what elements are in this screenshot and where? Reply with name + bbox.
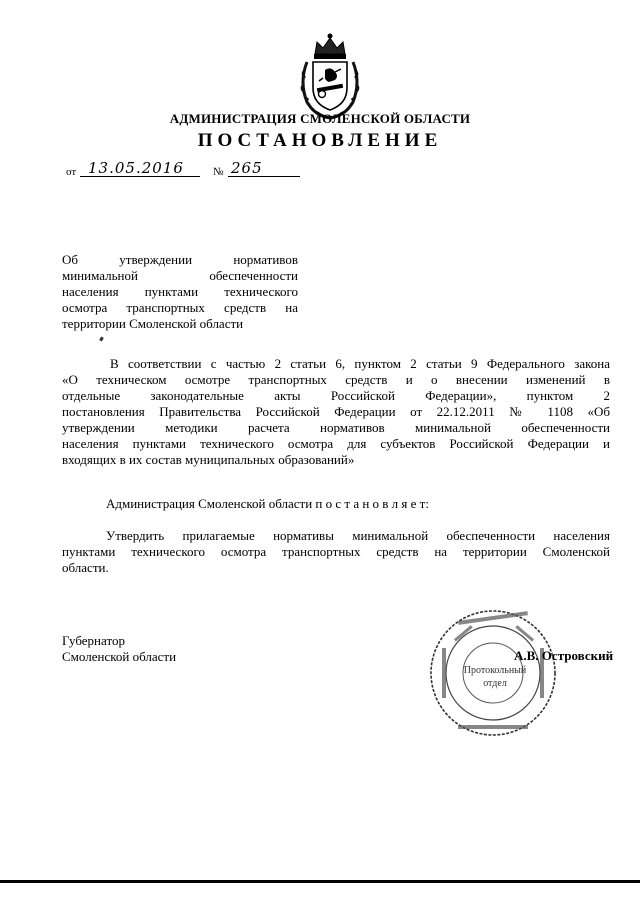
resolution-subject: Администрация Смоленской области (106, 496, 313, 511)
paragraph-line: пунктами технического осмотра транспортных средств на территории Смоленской (62, 544, 610, 559)
agency-name: АДМИНИСТРАЦИЯ СМОЛЕНСКОЙ ОБЛАСТИ (169, 111, 471, 126)
document-subject (62, 252, 298, 332)
pen-mark (99, 337, 104, 342)
stamp-line: Протокольный (463, 665, 527, 676)
bottom-rule (0, 880, 640, 883)
paragraph-line: Утвердить прилагаемые нормативы минимальной обеспеченности населения (106, 528, 610, 543)
paragraph-line: входящих в их состав муниципальных образований» (62, 452, 355, 467)
signatory-title (62, 633, 176, 665)
paragraph-line: постановления Правительства Российской Федерации от 22.12.2011 № 1108 «Об (62, 404, 610, 419)
subject-line: территории Смоленской области (62, 316, 244, 331)
date-number-line (66, 161, 326, 183)
resolution-statement (62, 496, 610, 512)
signatory-name: А.В. Островский (514, 648, 614, 663)
handwritten-date: 13.05.2016 (88, 159, 184, 177)
subject-line: минимальной обеспеченности (62, 268, 298, 283)
paragraph-line: населения пунктами технического осмотра для субъектов Российской Федерации и (62, 436, 610, 451)
number-label: № (213, 166, 224, 178)
subject-line: осмотра транспортных средств на (62, 300, 298, 315)
subject-line: Об утверждении нормативов (62, 252, 298, 267)
stamp-center-text (455, 664, 535, 690)
date-label: от (66, 166, 77, 178)
paragraph-line: В соответствии с частью 2 статьи 6, пунктом 2 статьи 9 Федерального закона (110, 356, 610, 371)
paragraph-line: отдельные законодательные акты Российской Федерации», пунктом 2 (62, 388, 610, 403)
resolution-paragraph (62, 528, 610, 576)
document-title: ПОСТАНОВЛЕНИЕ (197, 130, 443, 151)
handwritten-number: 265 (231, 159, 263, 177)
signatory-title-line: Губернатор (62, 633, 125, 648)
paragraph-line: «О техническом осмотре транспортных средств и о внесении изменений в (62, 372, 610, 387)
signatory-title-line: Смоленской области (62, 649, 177, 664)
resolution-verb: п о с т а н о в л я е т: (315, 496, 429, 511)
coat-of-arms-emblem (295, 32, 365, 122)
preamble-paragraph (62, 356, 610, 468)
subject-line: населения пунктами технического (62, 284, 298, 299)
paragraph-line: области. (62, 560, 109, 575)
stamp-line: отдел (483, 678, 507, 689)
paragraph-line: утверждении методики расчета нормативов минимальной обеспеченности (62, 420, 610, 435)
